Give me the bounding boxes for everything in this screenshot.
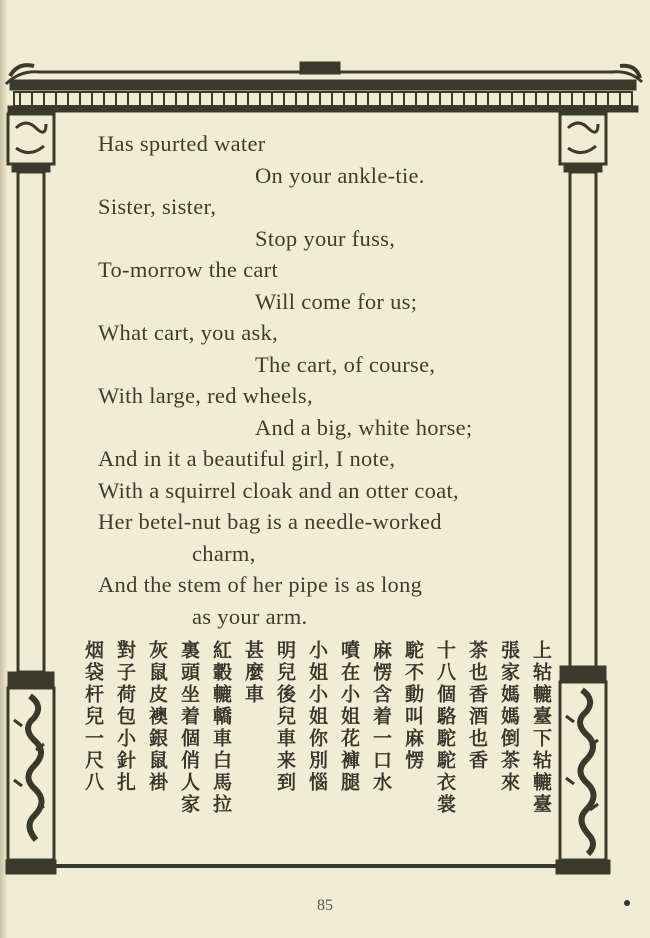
chinese-column: 小姐小姐你別惱 xyxy=(306,640,328,794)
poem-line: And the stem of her pipe is as long xyxy=(98,572,423,597)
chinese-column: 對子荷包小針扎 xyxy=(114,640,136,794)
chinese-column: 駝不動叫麻愣 xyxy=(402,640,424,772)
poem-line: What cart, you ask, xyxy=(98,320,279,345)
poem-line: On your ankle-tie. xyxy=(255,162,425,188)
chinese-column: 上轱轆臺下轱轆臺 xyxy=(530,640,552,816)
chinese-column: 張家媽媽倒茶來 xyxy=(498,640,520,794)
ink-dot xyxy=(624,900,630,906)
chinese-column: 明兒後兒車来到 xyxy=(274,640,296,794)
poem-line: With large, red wheels, xyxy=(98,383,313,408)
chinese-column: 麻愣含着一口水 xyxy=(370,640,392,794)
chinese-column: 茶也香酒也香 xyxy=(466,640,488,772)
chinese-column: 烟袋杆兒一尺八 xyxy=(82,640,104,794)
roof-eave-ornament xyxy=(6,62,642,112)
poem-line: Has spurted water xyxy=(98,131,266,156)
chinese-column: 灰鼠皮襖銀鼠褂 xyxy=(146,640,168,794)
poem-line: The cart, of course, xyxy=(255,351,436,377)
poem-line: And a big, white horse; xyxy=(255,414,473,440)
left-pillar xyxy=(6,114,56,874)
poem-line: as your arm. xyxy=(192,603,308,629)
frame-base-line xyxy=(56,864,556,868)
poem-line: To-morrow the cart xyxy=(98,257,279,282)
poem-line: charm, xyxy=(192,540,256,566)
chinese-column: 十八個駱駝駝衣裳 xyxy=(434,640,456,816)
poem-line: Stop your fuss, xyxy=(255,225,396,251)
poem-line: Sister, sister, xyxy=(98,194,217,219)
chinese-column: 裏頭坐着個俏人家 xyxy=(178,640,200,816)
page-number: 85 xyxy=(317,897,333,914)
chinese-column: 噴在小姐花褲腿 xyxy=(338,640,360,794)
poem-line: And in it a beautiful girl, I note, xyxy=(98,446,396,471)
chinese-column: 紅轂轆轎車白馬拉 xyxy=(210,640,232,816)
poem-line: Will come for us; xyxy=(255,288,418,314)
poem-line: Her betel-nut bag is a needle-worked xyxy=(98,509,442,534)
english-poem xyxy=(98,128,548,632)
poem-line: With a squirrel cloak and an otter coat, xyxy=(98,477,459,503)
right-pillar xyxy=(556,114,610,874)
chinese-column: 甚麼車 xyxy=(242,640,264,706)
